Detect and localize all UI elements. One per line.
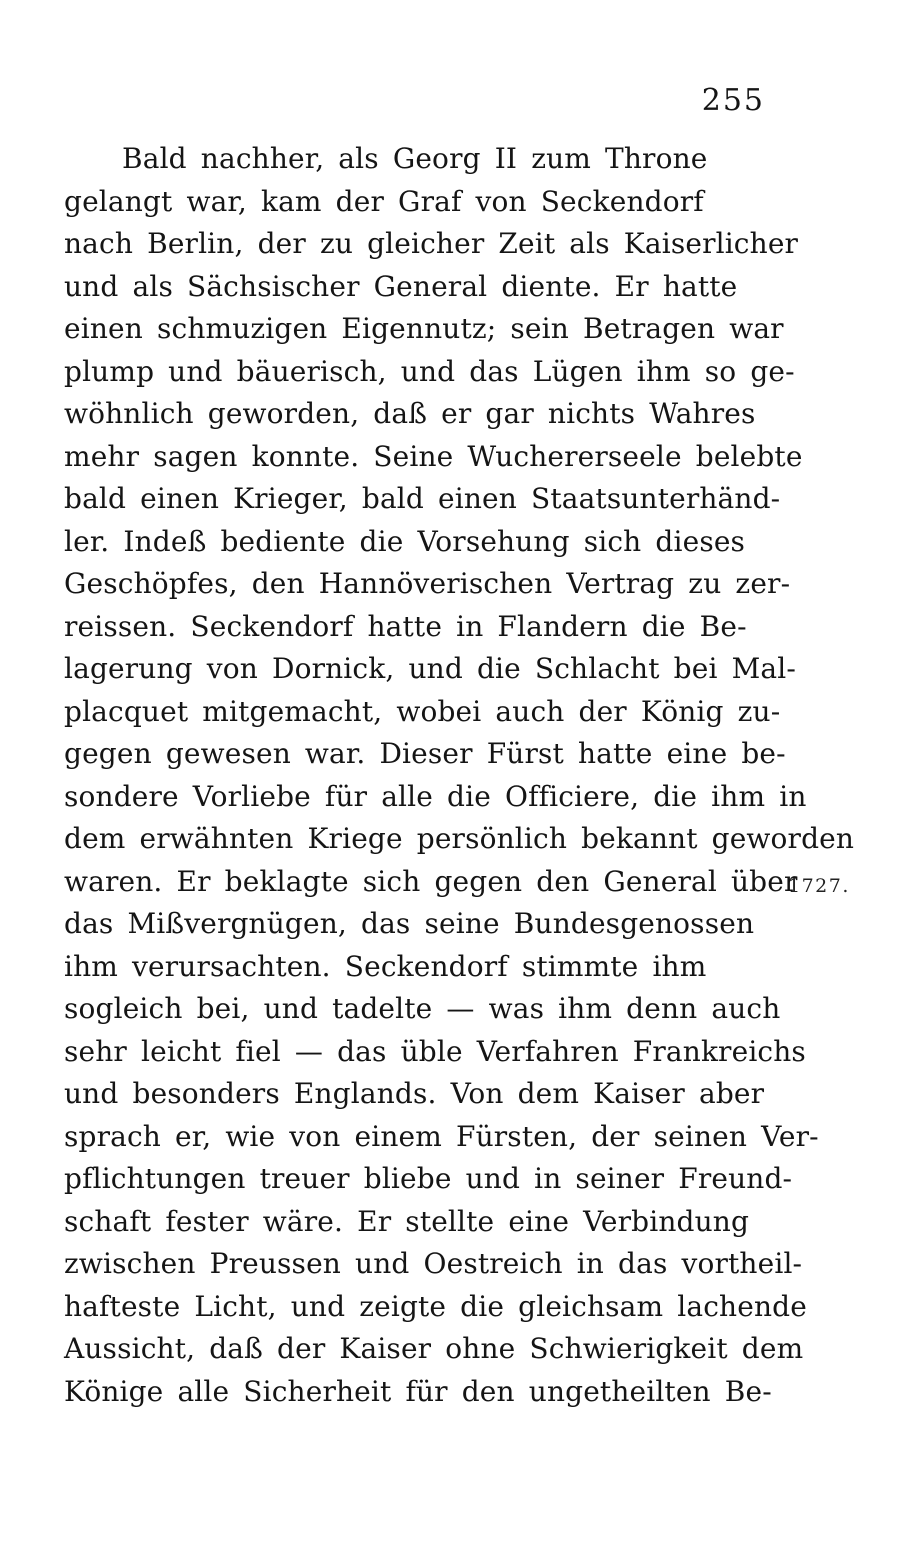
text-line: einen schmuzigen Eigennutz; sein Betragen war — [64, 312, 784, 345]
text-line: sehr leicht fiel — das üble Verfahren Frankreichs — [64, 1034, 806, 1068]
text-line: Aussicht, daß der Kaiser ohne Schwierigkeit dem — [64, 1332, 804, 1365]
text-line: sogleich bei, und tadelte — was ihm denn auch — [64, 992, 781, 1025]
text-line: placquet mitgemacht, wobei auch der König zu- — [64, 694, 781, 728]
text-line: nach Berlin, der zu gleicher Zeit als Kaiserlicher — [64, 227, 799, 260]
text-line: Bald nachher, als Georg II zum Throne — [122, 142, 708, 175]
text-line: wöhnlich geworden, daß er gar nichts Wahres — [64, 397, 756, 430]
text-line: hafteste Licht, und zeigte die gleichsam lachende — [64, 1289, 807, 1323]
text-line: Geschöpfes, den Hannöverischen Vertrag zu zer- — [64, 567, 791, 600]
text-line: ihm verursachten. Seckendorf stimmte ihm — [64, 949, 707, 983]
text-line: Könige alle Sicherheit für den ungetheilten Be- — [64, 1374, 772, 1408]
text-line: gegen gewesen war. Dieser Fürst hatte eine be- — [64, 737, 786, 770]
text-line: pflichtungen treuer bliebe und in seiner Freund- — [64, 1162, 793, 1195]
text-line: schaft fester wäre. Er stellte eine Verbindung — [64, 1204, 750, 1238]
text-line: waren. Er beklagte sich gegen den General über — [64, 864, 798, 898]
margin-year-note: 1727. — [788, 875, 850, 897]
text-line: sondere Vorliebe für alle die Officiere, die ihm in — [64, 779, 807, 813]
text-line: lagerung von Dornick, und die Schlacht bei Mal- — [64, 652, 796, 685]
text-line: plump und bäuerisch, und das Lügen ihm so ge- — [64, 354, 795, 388]
page-number: 255 — [701, 83, 765, 118]
text-line: und als Sächsischer General diente. Er hatte — [64, 269, 738, 303]
text-line: das Mißvergnügen, das seine Bundesgenossen — [64, 907, 755, 940]
text-line: reissen. Seckendorf hatte in Flandern die Be- — [64, 609, 747, 643]
text-line: zwischen Preussen und Oestreich in das vortheil- — [64, 1247, 803, 1280]
text-line: dem erwähnten Kriege persönlich bekannt geworden — [64, 822, 855, 855]
text-line: gelangt war, kam der Graf von Seckendorf — [64, 184, 704, 218]
text-line: sprach er, wie von einem Fürsten, der seinen Ver- — [64, 1119, 819, 1153]
text-line: ler. Indeß bediente die Vorsehung sich dieses — [64, 524, 746, 558]
text-line: bald einen Krieger, bald einen Staatsunterhänd- — [64, 482, 781, 515]
text-line: mehr sagen konnte. Seine Wuchererseele belebte — [64, 439, 803, 473]
text-line: und besonders Englands. Von dem Kaiser aber — [64, 1077, 765, 1110]
